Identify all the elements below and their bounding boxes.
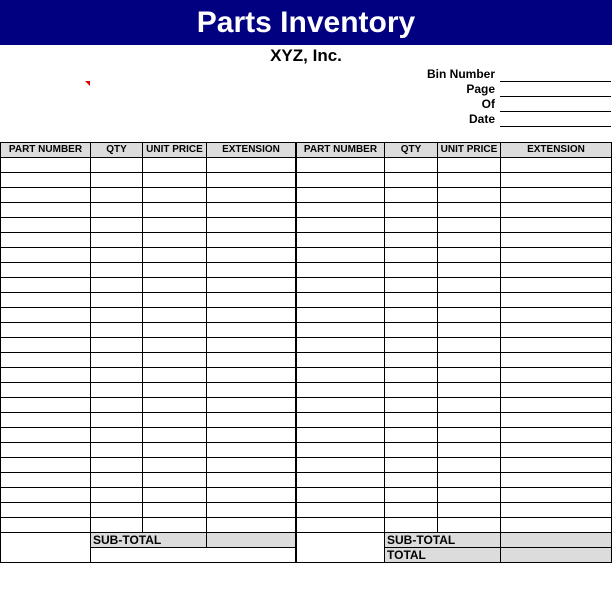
table-cell[interactable] bbox=[1, 173, 91, 188]
table-cell[interactable] bbox=[91, 368, 143, 383]
column-header: PART NUMBER bbox=[1, 143, 91, 158]
table-row bbox=[297, 218, 612, 233]
table-cell[interactable] bbox=[207, 368, 296, 383]
page-title: Parts Inventory bbox=[0, 0, 612, 45]
table-cell[interactable] bbox=[207, 308, 296, 323]
table-cell[interactable] bbox=[501, 203, 612, 218]
table-cell[interactable] bbox=[207, 173, 296, 188]
table-cell[interactable] bbox=[91, 413, 143, 428]
table-row bbox=[1, 263, 296, 278]
table-cell[interactable] bbox=[207, 338, 296, 353]
table-cell[interactable] bbox=[143, 518, 207, 533]
table-cell[interactable] bbox=[385, 503, 438, 518]
table-cell[interactable] bbox=[385, 473, 438, 488]
table-cell[interactable] bbox=[91, 203, 143, 218]
table-cell[interactable] bbox=[438, 518, 501, 533]
table-row bbox=[1, 158, 296, 173]
table-cell[interactable] bbox=[143, 383, 207, 398]
footer-blank-cell bbox=[91, 548, 296, 563]
table-cell[interactable] bbox=[385, 398, 438, 413]
table-cell[interactable] bbox=[438, 473, 501, 488]
total-label: TOTAL bbox=[385, 548, 501, 563]
meta-label: Page bbox=[466, 82, 495, 96]
table-cell[interactable] bbox=[385, 188, 438, 203]
table-cell[interactable] bbox=[297, 368, 385, 383]
table-cell[interactable] bbox=[501, 518, 612, 533]
table-cell[interactable] bbox=[91, 278, 143, 293]
table-cell[interactable] bbox=[207, 488, 296, 503]
table-cell[interactable] bbox=[91, 443, 143, 458]
table-cell[interactable] bbox=[143, 338, 207, 353]
table-cell[interactable] bbox=[207, 353, 296, 368]
table-cell[interactable] bbox=[385, 263, 438, 278]
table-cell[interactable] bbox=[501, 158, 612, 173]
total-value[interactable] bbox=[501, 548, 612, 563]
table-cell[interactable] bbox=[438, 278, 501, 293]
table-cell[interactable] bbox=[1, 188, 91, 203]
table-cell[interactable] bbox=[438, 443, 501, 458]
table-cell[interactable] bbox=[438, 233, 501, 248]
table-row bbox=[297, 428, 612, 443]
table-cell[interactable] bbox=[1, 338, 91, 353]
table-cell[interactable] bbox=[438, 383, 501, 398]
table-cell[interactable] bbox=[501, 473, 612, 488]
meta-row bbox=[380, 82, 612, 97]
table-cell[interactable] bbox=[501, 248, 612, 263]
table-cell[interactable] bbox=[385, 158, 438, 173]
table-cell[interactable] bbox=[143, 368, 207, 383]
table-cell[interactable] bbox=[207, 323, 296, 338]
meta-input-line[interactable] bbox=[500, 97, 611, 112]
table-cell[interactable] bbox=[207, 233, 296, 248]
table-cell[interactable] bbox=[143, 353, 207, 368]
table-cell[interactable] bbox=[501, 413, 612, 428]
table-cell[interactable] bbox=[385, 383, 438, 398]
table-cell[interactable] bbox=[143, 443, 207, 458]
table-cell[interactable] bbox=[1, 323, 91, 338]
table-row bbox=[1, 293, 296, 308]
table-row bbox=[1, 443, 296, 458]
table-cell[interactable] bbox=[143, 173, 207, 188]
table-cell[interactable] bbox=[297, 503, 385, 518]
table-cell[interactable] bbox=[385, 323, 438, 338]
column-header: EXTENSION bbox=[501, 143, 612, 158]
table-cell[interactable] bbox=[438, 188, 501, 203]
table-cell[interactable] bbox=[1, 353, 91, 368]
table-cell[interactable] bbox=[143, 203, 207, 218]
table-cell[interactable] bbox=[91, 398, 143, 413]
table-row bbox=[297, 293, 612, 308]
table-row bbox=[297, 308, 612, 323]
table-cell[interactable] bbox=[385, 353, 438, 368]
table-cell[interactable] bbox=[143, 218, 207, 233]
table-cell[interactable] bbox=[501, 233, 612, 248]
table-cell[interactable] bbox=[297, 218, 385, 233]
table-cell[interactable] bbox=[91, 458, 143, 473]
table-cell[interactable] bbox=[438, 503, 501, 518]
table-cell[interactable] bbox=[501, 188, 612, 203]
table-cell[interactable] bbox=[207, 248, 296, 263]
table-cell[interactable] bbox=[501, 293, 612, 308]
meta-row bbox=[380, 112, 612, 127]
table-cell[interactable] bbox=[501, 278, 612, 293]
table-cell[interactable] bbox=[297, 518, 385, 533]
table-cell[interactable] bbox=[501, 368, 612, 383]
table-cell[interactable] bbox=[91, 158, 143, 173]
table-cell[interactable] bbox=[91, 518, 143, 533]
table-cell[interactable] bbox=[1, 398, 91, 413]
table-cell[interactable] bbox=[385, 518, 438, 533]
table-row bbox=[1, 173, 296, 188]
table-cell[interactable] bbox=[297, 398, 385, 413]
table-cell[interactable] bbox=[91, 428, 143, 443]
table-cell[interactable] bbox=[1, 473, 91, 488]
table-cell[interactable] bbox=[91, 338, 143, 353]
table-row bbox=[1, 353, 296, 368]
table-cell[interactable] bbox=[1, 368, 91, 383]
table-cell[interactable] bbox=[1, 263, 91, 278]
table-cell[interactable] bbox=[91, 353, 143, 368]
table-cell[interactable] bbox=[207, 473, 296, 488]
table-cell[interactable] bbox=[91, 503, 143, 518]
table-cell[interactable] bbox=[91, 473, 143, 488]
table-cell[interactable] bbox=[207, 278, 296, 293]
table-cell[interactable] bbox=[207, 383, 296, 398]
table-header-row bbox=[1, 143, 296, 158]
column-header: UNIT PRICE bbox=[143, 143, 207, 158]
table-cell[interactable] bbox=[143, 278, 207, 293]
table-cell[interactable] bbox=[438, 203, 501, 218]
company-name: XYZ, Inc. bbox=[270, 46, 342, 65]
table-cell[interactable] bbox=[1, 518, 91, 533]
table-row bbox=[1, 248, 296, 263]
table-cell[interactable] bbox=[385, 308, 438, 323]
table-cell[interactable] bbox=[207, 398, 296, 413]
table-cell[interactable] bbox=[297, 188, 385, 203]
table-row bbox=[297, 488, 612, 503]
table-cell[interactable] bbox=[207, 428, 296, 443]
table-row bbox=[297, 173, 612, 188]
comment-indicator-icon[interactable] bbox=[85, 81, 90, 86]
table-cell[interactable] bbox=[207, 503, 296, 518]
table-cell[interactable] bbox=[91, 383, 143, 398]
table-cell[interactable] bbox=[207, 413, 296, 428]
column-header: EXTENSION bbox=[207, 143, 296, 158]
table-cell[interactable] bbox=[297, 413, 385, 428]
table-cell[interactable] bbox=[501, 488, 612, 503]
table-cell[interactable] bbox=[1, 458, 91, 473]
subtotal-label: SUB-TOTAL bbox=[385, 533, 501, 548]
table-cell[interactable] bbox=[501, 173, 612, 188]
table-row bbox=[1, 233, 296, 248]
column-header: UNIT PRICE bbox=[438, 143, 501, 158]
table-cell[interactable] bbox=[1, 218, 91, 233]
table-cell[interactable] bbox=[501, 503, 612, 518]
table-row bbox=[297, 188, 612, 203]
meta-input-line[interactable] bbox=[500, 82, 611, 97]
table-cell[interactable] bbox=[143, 323, 207, 338]
table-row bbox=[1, 398, 296, 413]
table-row bbox=[1, 368, 296, 383]
table-cell[interactable] bbox=[91, 308, 143, 323]
table-cell[interactable] bbox=[1, 488, 91, 503]
table-cell[interactable] bbox=[1, 383, 91, 398]
table-cell[interactable] bbox=[207, 263, 296, 278]
table-cell[interactable] bbox=[143, 263, 207, 278]
table-cell[interactable] bbox=[143, 413, 207, 428]
table-cell[interactable] bbox=[1, 278, 91, 293]
table-row bbox=[297, 248, 612, 263]
table-cell[interactable] bbox=[91, 488, 143, 503]
table-cell[interactable] bbox=[385, 233, 438, 248]
table-row bbox=[297, 443, 612, 458]
table-cell[interactable] bbox=[297, 263, 385, 278]
table-cell[interactable] bbox=[438, 293, 501, 308]
meta-label: Bin Number bbox=[426, 67, 495, 81]
table-cell[interactable] bbox=[297, 248, 385, 263]
table-row bbox=[1, 428, 296, 443]
table-cell[interactable] bbox=[438, 263, 501, 278]
table-cell[interactable] bbox=[297, 173, 385, 188]
table-cell[interactable] bbox=[297, 203, 385, 218]
table-cell[interactable] bbox=[297, 158, 385, 173]
table-cell[interactable] bbox=[501, 353, 612, 368]
table-cell[interactable] bbox=[385, 488, 438, 503]
table-cell[interactable] bbox=[207, 518, 296, 533]
table-row bbox=[1, 308, 296, 323]
table-cell[interactable] bbox=[207, 158, 296, 173]
table-cell[interactable] bbox=[385, 173, 438, 188]
table-row bbox=[297, 338, 612, 353]
table-row bbox=[1, 323, 296, 338]
table-cell[interactable] bbox=[438, 338, 501, 353]
table-row bbox=[297, 203, 612, 218]
table-cell[interactable] bbox=[297, 308, 385, 323]
column-header: QTY bbox=[385, 143, 438, 158]
table-cell[interactable] bbox=[501, 383, 612, 398]
table-cell[interactable] bbox=[501, 218, 612, 233]
table-cell[interactable] bbox=[501, 428, 612, 443]
table-cell[interactable] bbox=[438, 488, 501, 503]
table-row bbox=[1, 338, 296, 353]
table-cell[interactable] bbox=[207, 443, 296, 458]
table-cell[interactable] bbox=[297, 353, 385, 368]
table-cell[interactable] bbox=[438, 323, 501, 338]
table-row bbox=[297, 398, 612, 413]
table-cell[interactable] bbox=[501, 398, 612, 413]
table-cell[interactable] bbox=[501, 308, 612, 323]
table-cell[interactable] bbox=[501, 443, 612, 458]
table-cell[interactable] bbox=[207, 218, 296, 233]
table-cell[interactable] bbox=[438, 353, 501, 368]
table-cell[interactable] bbox=[501, 338, 612, 353]
subtotal-label: SUB-TOTAL bbox=[91, 533, 207, 548]
table-cell[interactable] bbox=[438, 368, 501, 383]
table-cell[interactable] bbox=[91, 248, 143, 263]
table-cell[interactable] bbox=[297, 323, 385, 338]
inventory-table-left bbox=[0, 142, 296, 563]
table-cell[interactable] bbox=[438, 173, 501, 188]
table-row bbox=[297, 353, 612, 368]
meta-label: Of bbox=[481, 97, 495, 111]
table-cell[interactable] bbox=[501, 263, 612, 278]
table-cell[interactable] bbox=[143, 233, 207, 248]
table-row bbox=[1, 218, 296, 233]
table-row bbox=[297, 233, 612, 248]
table-cell[interactable] bbox=[438, 398, 501, 413]
table-row bbox=[1, 488, 296, 503]
subtotal-value[interactable] bbox=[501, 533, 612, 548]
table-cell[interactable] bbox=[143, 428, 207, 443]
table-cell[interactable] bbox=[297, 383, 385, 398]
table-cell[interactable] bbox=[385, 368, 438, 383]
table-cell[interactable] bbox=[385, 428, 438, 443]
table-cell[interactable] bbox=[91, 293, 143, 308]
table-cell[interactable] bbox=[297, 443, 385, 458]
table-cell[interactable] bbox=[297, 338, 385, 353]
table-cell[interactable] bbox=[438, 248, 501, 263]
table-row bbox=[297, 263, 612, 278]
inventory-table-right bbox=[296, 142, 612, 563]
table-cell[interactable] bbox=[385, 338, 438, 353]
table-header-row bbox=[297, 143, 612, 158]
table-cell[interactable] bbox=[385, 413, 438, 428]
table-cell[interactable] bbox=[1, 413, 91, 428]
table-row bbox=[1, 413, 296, 428]
table-cell[interactable] bbox=[207, 458, 296, 473]
table-cell[interactable] bbox=[91, 323, 143, 338]
table-cell[interactable] bbox=[143, 158, 207, 173]
subtotal-row bbox=[1, 533, 296, 548]
table-cell[interactable] bbox=[438, 413, 501, 428]
column-header: PART NUMBER bbox=[297, 143, 385, 158]
table-cell[interactable] bbox=[385, 293, 438, 308]
table-cell[interactable] bbox=[143, 293, 207, 308]
table-cell[interactable] bbox=[1, 248, 91, 263]
table-cell[interactable] bbox=[385, 218, 438, 233]
table-row bbox=[297, 383, 612, 398]
table-row bbox=[297, 368, 612, 383]
table-cell[interactable] bbox=[438, 158, 501, 173]
table-cell[interactable] bbox=[1, 503, 91, 518]
meta-input-line[interactable] bbox=[500, 112, 611, 127]
column-header: QTY bbox=[91, 143, 143, 158]
subtotal-row bbox=[297, 533, 612, 548]
table-cell[interactable] bbox=[1, 293, 91, 308]
table-row bbox=[1, 518, 296, 533]
table-cell[interactable] bbox=[207, 293, 296, 308]
table-cell[interactable] bbox=[297, 488, 385, 503]
table-row bbox=[297, 413, 612, 428]
table-row bbox=[1, 503, 296, 518]
table-row bbox=[297, 158, 612, 173]
table-cell[interactable] bbox=[1, 233, 91, 248]
table-row bbox=[297, 458, 612, 473]
table-cell[interactable] bbox=[385, 248, 438, 263]
table-row bbox=[297, 518, 612, 533]
table-cell[interactable] bbox=[297, 458, 385, 473]
table-cell[interactable] bbox=[207, 203, 296, 218]
table-cell[interactable] bbox=[438, 218, 501, 233]
table-cell[interactable] bbox=[143, 488, 207, 503]
table-cell[interactable] bbox=[1, 158, 91, 173]
footer-blank-cell bbox=[297, 533, 385, 563]
table-cell[interactable] bbox=[143, 398, 207, 413]
table-cell[interactable] bbox=[1, 428, 91, 443]
table-row bbox=[1, 383, 296, 398]
table-cell[interactable] bbox=[501, 323, 612, 338]
table-cell[interactable] bbox=[297, 278, 385, 293]
table-row bbox=[1, 458, 296, 473]
subtotal-value[interactable] bbox=[207, 533, 296, 548]
table-cell[interactable] bbox=[385, 443, 438, 458]
table-row bbox=[297, 503, 612, 518]
table-row bbox=[297, 323, 612, 338]
meta-row bbox=[380, 97, 612, 112]
table-cell[interactable] bbox=[385, 278, 438, 293]
table-cell[interactable] bbox=[385, 203, 438, 218]
table-row bbox=[297, 473, 612, 488]
table-cell[interactable] bbox=[1, 443, 91, 458]
table-cell[interactable] bbox=[91, 188, 143, 203]
table-cell[interactable] bbox=[438, 428, 501, 443]
table-cell[interactable] bbox=[1, 308, 91, 323]
meta-input-line[interactable] bbox=[500, 67, 611, 82]
table-cell[interactable] bbox=[297, 233, 385, 248]
table-cell[interactable] bbox=[91, 233, 143, 248]
table-cell[interactable] bbox=[385, 458, 438, 473]
table-row bbox=[1, 278, 296, 293]
table-cell[interactable] bbox=[91, 173, 143, 188]
table-cell[interactable] bbox=[143, 503, 207, 518]
table-cell[interactable] bbox=[438, 308, 501, 323]
table-cell[interactable] bbox=[91, 263, 143, 278]
table-cell[interactable] bbox=[143, 188, 207, 203]
table-cell[interactable] bbox=[143, 473, 207, 488]
table-cell[interactable] bbox=[501, 458, 612, 473]
table-row bbox=[297, 278, 612, 293]
table-cell[interactable] bbox=[297, 473, 385, 488]
table-cell[interactable] bbox=[207, 188, 296, 203]
table-row bbox=[1, 188, 296, 203]
table-cell[interactable] bbox=[143, 458, 207, 473]
table-cell[interactable] bbox=[143, 308, 207, 323]
table-cell[interactable] bbox=[1, 203, 91, 218]
table-cell[interactable] bbox=[143, 248, 207, 263]
table-cell[interactable] bbox=[91, 218, 143, 233]
table-cell[interactable] bbox=[297, 293, 385, 308]
footer-blank-cell bbox=[1, 533, 91, 563]
table-cell[interactable] bbox=[297, 428, 385, 443]
meta-row bbox=[380, 67, 612, 82]
meta-label: Date bbox=[468, 112, 495, 126]
table-row bbox=[1, 203, 296, 218]
table-cell[interactable] bbox=[438, 458, 501, 473]
table-row bbox=[1, 473, 296, 488]
